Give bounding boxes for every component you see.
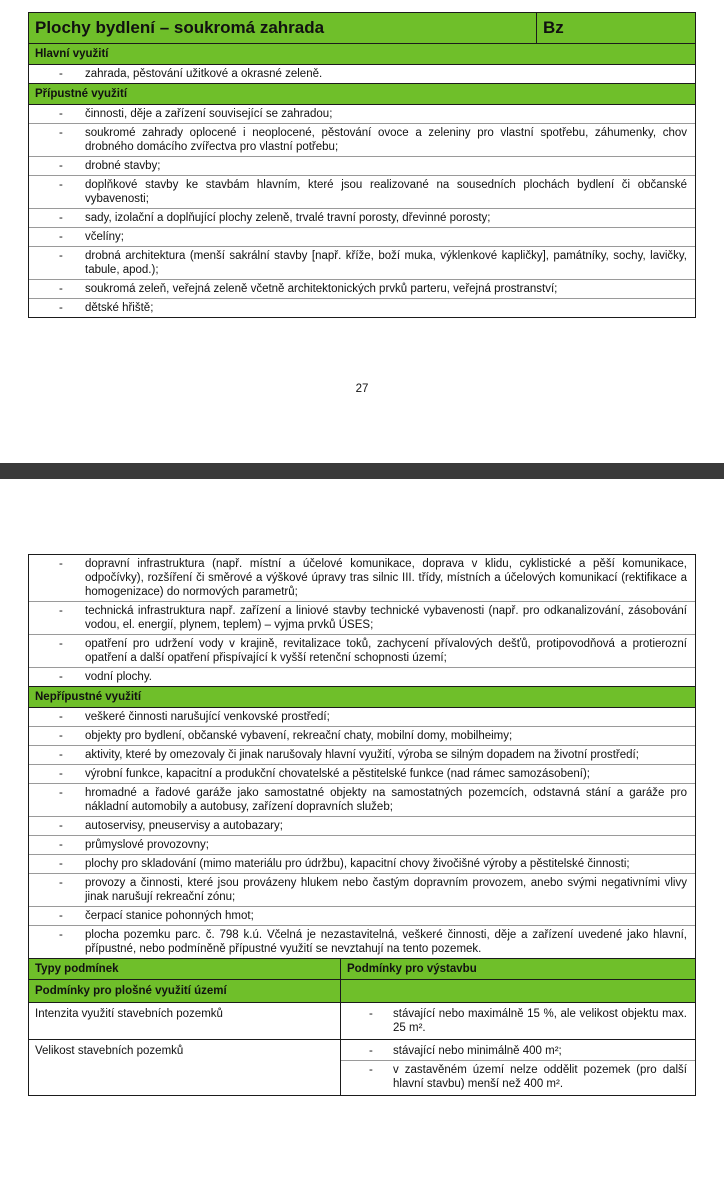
bullet-dash: - [59, 910, 63, 922]
bullet-dash: - [59, 558, 63, 570]
list-item: - doplňkové stavby ke stavbám hlavním, které jsou realizované na sousedních plochách bydlení či občanské vybavenosti; [29, 176, 695, 209]
conditions-header-row [29, 959, 695, 980]
list-item: - včelíny; [29, 228, 695, 247]
bullet-dash: - [369, 1064, 373, 1076]
forbidden-use-list [29, 708, 695, 959]
bullet-dash: - [59, 768, 63, 780]
table-code: Bz [543, 18, 564, 37]
list-item: - opatření pro udržení vody v krajině, revitalizace toků, zachycení přívalových dešťů, protipovodňová a protierozní opatření a další opatření přispívající k vyšší retenční schopnosti území; [29, 635, 695, 668]
bullet-dash: - [59, 638, 63, 650]
list-item: - autoservisy, pneuservisy a autobazary; [29, 817, 695, 836]
list-item: - stávající nebo minimálně 400 m²; [341, 1042, 695, 1061]
list-item: - činnosti, děje a zařízení související se zahradou; [29, 105, 695, 124]
table-title: Plochy bydlení – soukromá zahrada [29, 13, 537, 43]
allowed-use-list [29, 105, 695, 317]
list-item: - výrobní funkce, kapacitní a produkční chovatelské a pěstitelské funkce (nad rámec samozásobení); [29, 765, 695, 784]
condition-label: Velikost stavebních pozemků [29, 1040, 341, 1095]
bullet-dash: - [369, 1008, 373, 1020]
bullet-dash: - [59, 179, 63, 191]
bullet-dash: - [59, 68, 63, 80]
bullet-dash: - [59, 787, 63, 799]
bullet-dash: - [59, 711, 63, 723]
bullet-dash: - [59, 929, 63, 941]
list-item: - plochy pro skladování (mimo materiálu pro údržbu), kapacitní chovy živočišné výroby a pěstitelské činnosti; [29, 855, 695, 874]
list-item: - vodní plochy. [59, 671, 152, 683]
bullet-dash: - [59, 231, 63, 243]
bullet-dash: - [369, 1045, 373, 1057]
bullet-dash: - [59, 302, 63, 314]
page-2 [0, 479, 724, 1200]
conditions-subheading-empty [341, 980, 695, 1002]
list-item: - v zastavěném území nelze oddělit pozemek (pro další hlavní stavbu) menší než 400 m². [369, 1064, 687, 1090]
column-header-conditions: Podmínky pro výstavbu [347, 963, 477, 975]
condition-values [341, 1003, 695, 1039]
list-item: - drobná architektura (menší sakrální stavby [např. kříže, boží muka, výklenkové kapličky], památníky, sochy, lavičky, tabule, apod.); [29, 247, 695, 280]
bullet-dash: - [59, 730, 63, 742]
section-heading-main-use: Hlavní využití [29, 44, 695, 65]
bullet-dash: - [59, 127, 63, 139]
main-use-list [29, 65, 695, 84]
regulation-table-bz [28, 12, 696, 318]
list-item: - soukromá zeleň, veřejná zeleně včetně architektonických prvků parteru, veřejná prostranství; [29, 280, 695, 299]
list-item: - drobné stavby; [29, 157, 695, 176]
list-item: - plocha pozemku parc. č. 798 k.ú. Včelná je nezastavitelná, veškeré činnosti, děje a zařízení uvedené jako hlavní, přípustné, nebo podmíněně přípustné využití se nevztahují na tento pozemek. [59, 929, 687, 955]
section-heading-forbidden-use: Nepřípustné využití [29, 687, 695, 708]
list-item: - hromadné a řadové garáže jako samostatné objekty na samostatných pozemcích, odstavná stání a garáže pro nákladní automobily a autobusy, zařízení dopravních služeb; [29, 784, 695, 817]
list-item: - stávající nebo maximálně 15 %, ale velikost objektu max. 25 m². [369, 1008, 687, 1034]
list-item: - dopravní infrastruktura (např. místní a účelové komunikace, doprava v klidu, cyklistické a pěší komunikace, odpočívky), rozšíření či směrové a výškové úpravy tras silnic III. třídy, místních a účelových komunikací (rektifikace a homogenizace) do normových parametrů; [29, 555, 695, 602]
list-item: - dětské hřiště; [59, 302, 154, 314]
bullet-dash: - [59, 160, 63, 172]
bullet-dash: - [59, 212, 63, 224]
bullet-dash: - [59, 250, 63, 262]
table-title-row [29, 13, 695, 44]
list-item: - aktivity, které by omezovaly či jinak narušovaly hlavní využití, výroba se silným dopadem na životní prostředí; [29, 746, 695, 765]
list-item: - objekty pro bydlení, občanské vybavení, rekreační chaty, mobilní domy, mobilheimy; [29, 727, 695, 746]
table-row [29, 1003, 695, 1040]
page-1 [0, 0, 724, 463]
bullet-dash: - [59, 820, 63, 832]
conditions-subheading: Podmínky pro plošné využití území [29, 980, 341, 1002]
conditions-subheading-row [29, 980, 695, 1003]
section-heading-allowed-use: Přípustné využití [29, 84, 695, 105]
bullet-dash: - [59, 877, 63, 889]
list-item: - zahrada, pěstování užitkové a okrasné zeleně. [59, 68, 323, 80]
condition-label: Intenzita využití stavebních pozemků [29, 1003, 341, 1039]
bullet-dash: - [59, 108, 63, 120]
list-item: - průmyslové provozovny; [29, 836, 695, 855]
bullet-dash: - [59, 839, 63, 851]
bullet-dash: - [59, 858, 63, 870]
page-number: 27 [355, 383, 369, 395]
bullet-dash: - [59, 749, 63, 761]
bullet-dash: - [59, 671, 63, 683]
column-header-types: Typy podmínek [29, 959, 341, 979]
list-item: - soukromé zahrady oplocené i neoplocené, pěstování ovoce a zeleniny pro vlastní spotřebu, záhumenky, chov drobného domácího zvířectva pro vlastní potřebu; [29, 124, 695, 157]
list-item: - provozy a činnosti, které jsou provázeny hlukem nebo častým dopravním provozem, anebo svými negativními vlivy jinak narušují rekreační zónu; [29, 874, 695, 907]
table-row [29, 1040, 695, 1095]
list-item: - sady, izolační a doplňující plochy zeleně, trvalé travní porosty, dřevinné porosty; [29, 209, 695, 228]
page-divider [0, 463, 724, 479]
regulation-table-bz-continued [28, 554, 696, 1096]
list-item: - čerpací stanice pohonných hmot; [29, 907, 695, 926]
bullet-dash: - [59, 605, 63, 617]
bullet-dash: - [59, 283, 63, 295]
allowed-use-list-continued [29, 555, 695, 687]
condition-values [341, 1040, 695, 1095]
list-item: - veškeré činnosti narušující venkovské prostředí; [29, 708, 695, 727]
list-item: - technická infrastruktura např. zařízení a liniové stavby technické vybavenosti (např. pro odkanalizování, zásobování vodou, el. energií, plynem, teplem) – vyjma prvků ÚSES; [29, 602, 695, 635]
